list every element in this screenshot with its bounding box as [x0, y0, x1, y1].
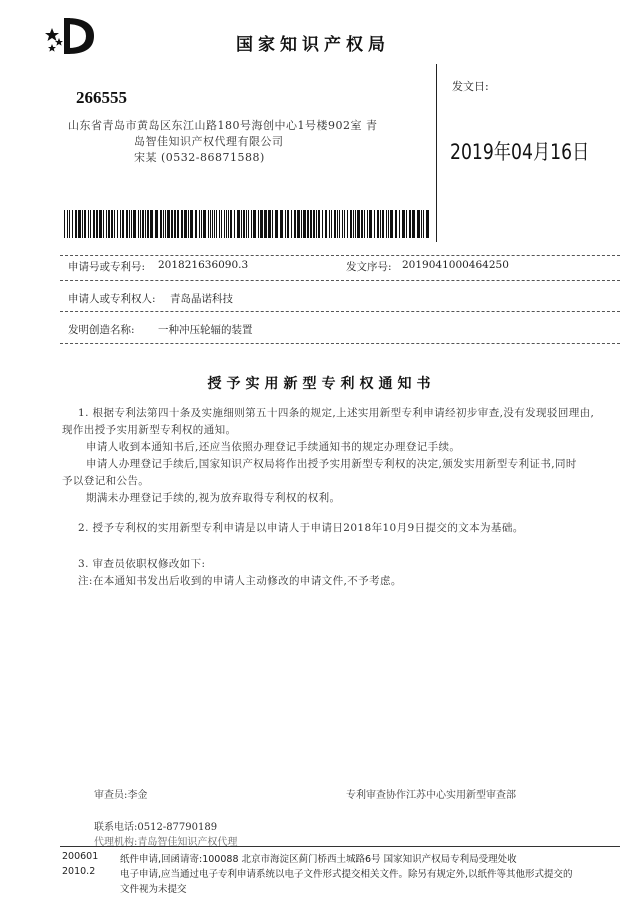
form-code: 200601 [62, 851, 99, 862]
barcode-bar [402, 210, 405, 238]
barcode-bar [409, 210, 411, 238]
notice-p1-line4: 申请人办理登记手续后,国家知识产权局将作出授予实用新型专利权的决定,颁发实用新型专利证书,同时 [86, 458, 577, 470]
barcode-bar [380, 210, 381, 238]
footer-line3: 文件视为未提交 [120, 884, 187, 895]
barcode-bar [294, 210, 296, 238]
barcode-bar [243, 210, 245, 238]
barcode-bar [142, 210, 144, 238]
barcode-bar [322, 210, 323, 238]
cnipa-logo-icon [44, 14, 100, 58]
barcode-bar [131, 210, 132, 238]
notice-p3-note: 注:在本通知书发出后收到的申请人主动修改的申请文件,不予考虑。 [78, 575, 402, 587]
barcode-bar [228, 210, 229, 238]
barcode-bar [260, 210, 263, 238]
notice-p1-line1: 1. 根据专利法第四十条及实施细则第五十四条的规定,上述实用新型专利申请经初步审查,没有发现驳回理由, [78, 407, 595, 419]
footer-line2: 电子申请,应当通过电子专利申请系统以电子文件形式提交相关文件。除另有规定外,以纸件等其他形式提交的 [120, 869, 573, 880]
barcode-bar [147, 210, 149, 238]
barcode-bar [313, 210, 315, 238]
barcode-bar [301, 210, 302, 238]
barcode-bar [248, 210, 249, 238]
barcode-bar [163, 210, 164, 238]
barcode-bar [155, 210, 158, 238]
barcode-bar [344, 210, 345, 238]
doc-serial-value: 2019041000464250 [402, 259, 509, 271]
barcode-bar [226, 210, 227, 238]
barcode-bar [203, 210, 206, 238]
barcode-bar [78, 210, 81, 238]
barcode-bar [329, 210, 330, 238]
notice-p1-line5: 予以登记和公告。 [62, 475, 150, 487]
barcode-bar [406, 210, 407, 238]
barcode-bar [339, 210, 340, 238]
barcode-bar [96, 210, 98, 238]
barcode-bar [310, 210, 312, 238]
notice-p1-line2: 现作出授予实用新型专利权的通知。 [62, 424, 237, 436]
app-no-value: 201821636090.3 [158, 259, 249, 271]
barcode-bar [88, 210, 89, 238]
applicant-value: 青岛晶诺科技 [170, 293, 233, 305]
barcode-bar [347, 210, 348, 238]
barcode-bar [386, 210, 387, 238]
barcode-bar [364, 210, 365, 238]
divider [60, 343, 620, 344]
doc-serial-label: 发文序号: [346, 261, 392, 273]
barcode-bar [275, 210, 278, 238]
barcode-bar [272, 210, 273, 238]
barcode-bar [331, 210, 332, 238]
barcode-bar [99, 210, 102, 238]
recipient-doc-number: 266555 [76, 88, 127, 107]
barcode-bar [421, 210, 422, 238]
barcode-bar [167, 210, 170, 238]
app-no-label: 申请号或专利号: [68, 261, 146, 273]
barcode-bar [246, 210, 247, 238]
barcode-bar [367, 210, 368, 238]
barcode-bar [150, 210, 153, 238]
barcode-bar [241, 210, 242, 238]
barcode-bar [264, 210, 267, 238]
barcode-bar [426, 210, 429, 238]
barcode [64, 210, 430, 238]
barcode-bar [395, 210, 397, 238]
barcode-bar [181, 210, 183, 238]
agent-note: 代理机构:青岛智佳知识产权代理 [94, 837, 238, 848]
barcode-bar [280, 210, 283, 238]
barcode-bar [108, 210, 110, 238]
barcode-bar [174, 210, 176, 238]
notice-p3: 3. 审查员依职权修改如下: [78, 558, 206, 570]
barcode-bar [129, 210, 130, 238]
barcode-bar [307, 210, 309, 238]
barcode-bar [190, 210, 193, 238]
barcode-bar [201, 210, 202, 238]
barcode-bar [374, 210, 375, 238]
barcode-bar [337, 210, 338, 238]
dispatch-date-label: 发文日: [452, 80, 489, 93]
barcode-bar [382, 210, 384, 238]
barcode-bar [285, 210, 286, 238]
barcode-bar [133, 210, 136, 238]
barcode-bar [114, 210, 115, 238]
barcode-bar [84, 210, 86, 238]
barcode-bar [219, 210, 220, 238]
barcode-bar [423, 210, 424, 238]
barcode-bar [212, 210, 213, 238]
barcode-bar [369, 210, 372, 238]
barcode-bar [350, 210, 352, 238]
barcode-bar [64, 210, 65, 238]
divider [60, 311, 620, 312]
office-name: 国家知识产权局 [236, 35, 390, 55]
barcode-bar [355, 210, 356, 238]
barcode-bar [106, 210, 107, 238]
barcode-bar [297, 210, 300, 238]
notice-p1-line6: 期满未办理登记手续的,视为放弃取得专利权的权利。 [86, 492, 341, 504]
notice-title: 授予实用新型专利权通知书 [207, 376, 436, 392]
barcode-bar [82, 210, 83, 238]
barcode-bar [195, 210, 197, 238]
barcode-bar [377, 210, 379, 238]
barcode-bar [303, 210, 306, 238]
examination-department: 专利审查协作江苏中心实用新型审查部 [346, 790, 516, 801]
barcode-bar [251, 210, 252, 238]
barcode-bar [316, 210, 317, 238]
examiner: 审查员:李金 [94, 790, 148, 801]
barcode-bar [103, 210, 104, 238]
applicant-label: 申请人或专利权人: [68, 293, 156, 305]
barcode-bar [171, 210, 173, 238]
barcode-bar [165, 210, 166, 238]
barcode-bar [122, 210, 124, 238]
barcode-bar [90, 210, 91, 238]
barcode-bar [216, 210, 217, 238]
invention-label: 发明创造名称: [68, 324, 135, 336]
barcode-bar [224, 210, 225, 238]
barcode-bar [388, 210, 389, 238]
form-year: 2010.2 [62, 866, 96, 877]
notice-p1-line3: 申请人收到本通知书后,还应当依照办理登记手续通知书的规定办理登记手续。 [86, 441, 461, 453]
barcode-bar [287, 210, 289, 238]
invention-value: 一种冲压轮辐的装置 [158, 324, 253, 336]
barcode-bar [334, 210, 336, 238]
recipient-address-line2: 岛智佳知识产权代理有限公司 [134, 135, 284, 148]
barcode-bar [208, 210, 209, 238]
barcode-bar [353, 210, 354, 238]
recipient-address-line1: 山东省青岛市黄岛区东江山路180号海创中心1号楼902室 青 [68, 119, 378, 132]
barcode-bar [138, 210, 139, 238]
barcode-bar [399, 210, 400, 238]
barcode-bar [184, 210, 187, 238]
barcode-bar [417, 210, 420, 238]
barcode-bar [67, 210, 68, 238]
barcode-bar [221, 210, 222, 238]
barcode-bar [230, 210, 232, 238]
barcode-bar [69, 210, 70, 238]
contact-phone: 联系电话:0512-87790189 [94, 822, 218, 833]
barcode-bar [291, 210, 292, 238]
barcode-bar [214, 210, 215, 238]
notice-p2: 2. 授予专利权的实用新型专利申请是以申请人于申请日2018年10月9日提交的文本为基础。 [78, 522, 524, 534]
barcode-bar [390, 210, 393, 238]
dispatch-date: 2019年04月16日 [450, 140, 590, 164]
barcode-bar [117, 210, 118, 238]
barcode-bar [253, 210, 256, 238]
divider [60, 280, 620, 281]
barcode-bar [258, 210, 259, 238]
barcode-bar [318, 210, 320, 238]
barcode-bar [361, 210, 363, 238]
barcode-bar [75, 210, 77, 238]
barcode-bar [111, 210, 113, 238]
footer-line1: 纸件申请,回函请寄:100088 北京市海淀区蓟门桥西土城路6号 国家知识产权局专利局受理处收 [120, 854, 517, 865]
barcode-bar [199, 210, 200, 238]
barcode-bar [140, 210, 141, 238]
barcode-bar [93, 210, 95, 238]
barcode-bar [188, 210, 189, 238]
barcode-bar [160, 210, 162, 238]
barcode-bar [357, 210, 360, 238]
barcode-bar [145, 210, 146, 238]
barcode-bar [210, 210, 211, 238]
barcode-bar [177, 210, 179, 238]
barcode-bar [120, 210, 121, 238]
divider [60, 255, 620, 256]
barcode-bar [342, 210, 343, 238]
barcode-bar [126, 210, 128, 238]
barcode-bar [237, 210, 240, 238]
footer-divider [60, 846, 620, 847]
barcode-bar [72, 210, 73, 238]
recipient-phone: 宋某 (0532-86871588) [134, 151, 265, 164]
header-divider [436, 64, 437, 242]
barcode-bar [325, 210, 327, 238]
barcode-bar [268, 210, 271, 238]
barcode-bar [234, 210, 235, 238]
barcode-bar [412, 210, 415, 238]
